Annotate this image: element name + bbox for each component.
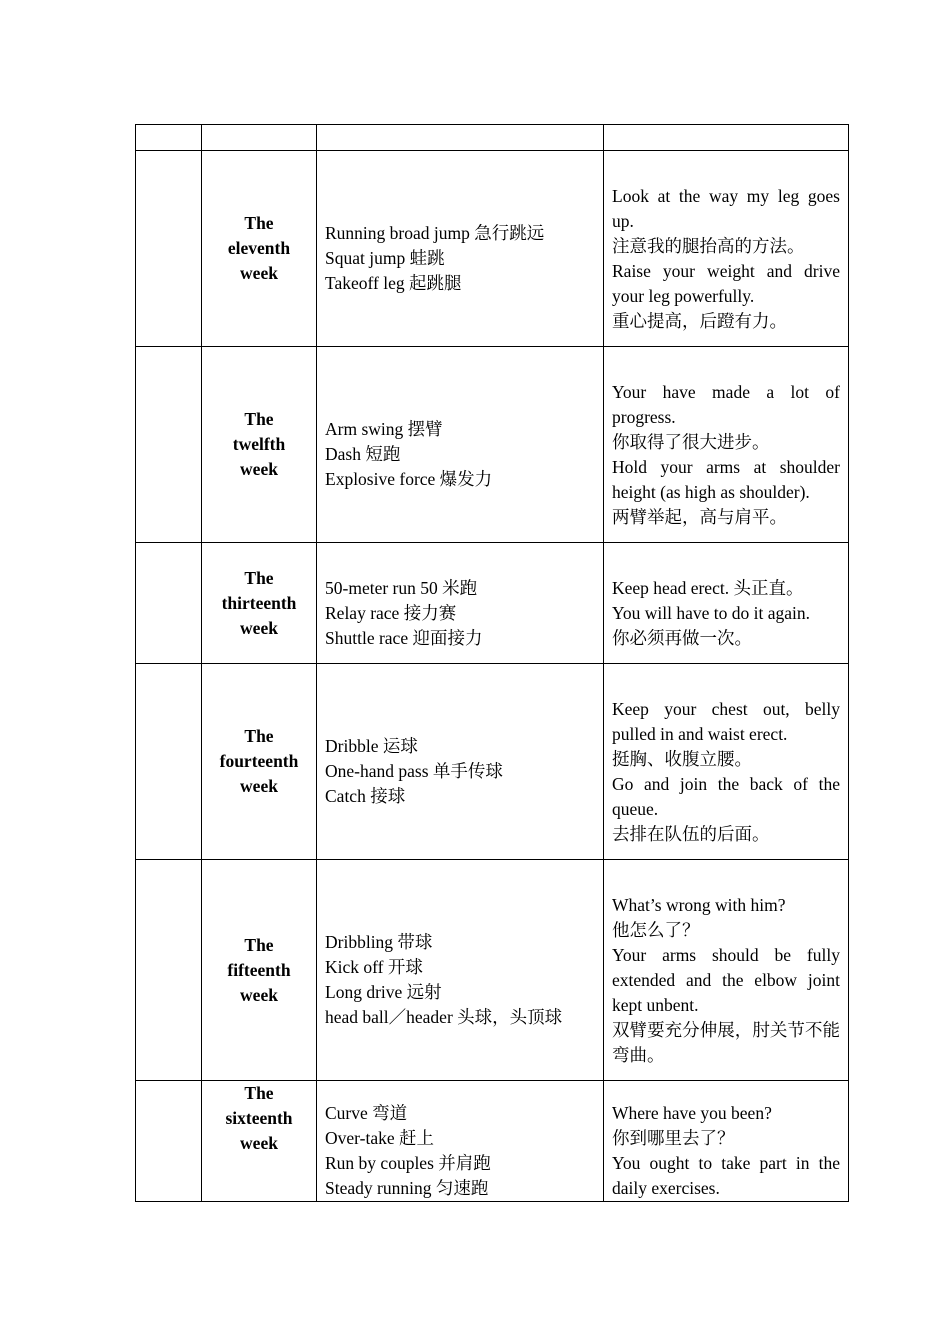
blank-cell — [136, 860, 202, 1081]
week-cell — [202, 543, 317, 664]
phrase-item: Look at the way my leg goes up. — [612, 185, 840, 231]
phrase-item: What’s wrong with him? — [612, 894, 786, 915]
vocabulary-item: Dash 短跑 — [325, 444, 401, 464]
vocabulary-item: Run by couples 并肩跑 — [325, 1153, 491, 1173]
week-label: week — [240, 1133, 278, 1153]
vocabulary-cell — [317, 664, 604, 860]
phrase-item: Hold your arms at shoulder height (as high as shoulder). — [612, 456, 840, 502]
vocabulary-item: Arm swing 摆臂 — [325, 419, 443, 439]
phrase-item: Keep your chest out, belly pulled in and waist erect. — [612, 698, 840, 744]
week-label: eleventh — [227, 238, 291, 258]
vocabulary-cell — [317, 151, 604, 347]
vocabulary-item: Dribble 运球 — [325, 736, 418, 756]
blank-cell — [136, 543, 202, 664]
phrase-item: 两臂举起，高与肩平。 — [612, 506, 787, 527]
week-cell — [202, 151, 317, 347]
week-cell — [202, 860, 317, 1081]
week-label: week — [240, 263, 278, 283]
blank-cell — [136, 151, 202, 347]
table-row — [136, 543, 849, 664]
week-cell — [202, 664, 317, 860]
week-label: The — [244, 567, 274, 588]
week-label: thirteenth — [221, 592, 297, 613]
phrase-item: Keep head erect. 头正直。 — [612, 577, 804, 598]
header-cell — [604, 125, 849, 151]
phrase-item: Your arms should be fully extended and the elbow joint kept unbent. — [612, 944, 840, 1015]
phrase-item: You ought to take part in the daily exercises. — [612, 1153, 840, 1198]
phrases-cell — [604, 860, 849, 1081]
vocabulary-cell — [317, 543, 604, 664]
phrase-item: Go and join the back of the queue. — [612, 773, 840, 819]
vocabulary-item: Curve 弯道 — [325, 1103, 408, 1123]
week-label: week — [240, 459, 278, 479]
phrase-item: 重心提高，后蹬有力。 — [612, 310, 787, 331]
vocabulary-item: Steady running 匀速跑 — [325, 1178, 489, 1198]
week-label: week — [240, 984, 278, 1005]
phrase-item: 你必须再做一次。 — [612, 627, 752, 648]
vocabulary-item: 50-meter run 50 米跑 — [325, 577, 478, 598]
phrases-cell — [604, 664, 849, 860]
phrase-item: 双臂要充分伸展，肘关节不能弯曲。 — [612, 1019, 840, 1065]
week-label: twelfth — [232, 434, 286, 454]
phrase-item: 挺胸、收腹立腰。 — [612, 748, 752, 769]
vocabulary-item: Catch 接球 — [325, 786, 406, 806]
vocabulary-item: Takeoff leg 起跳腿 — [325, 273, 462, 293]
header-cell — [317, 125, 604, 151]
header-cell — [136, 125, 202, 151]
week-label: The — [244, 409, 274, 429]
vocabulary-item: Long drive 远射 — [325, 982, 442, 1002]
header-cell — [202, 125, 317, 151]
week-label: The — [244, 1083, 274, 1103]
phrase-item: 你取得了很大进步。 — [612, 431, 770, 452]
vocabulary-item: Kick off 开球 — [325, 957, 423, 977]
vocabulary-item: Relay race 接力赛 — [325, 602, 457, 623]
phrase-item: Where have you been? — [612, 1103, 772, 1123]
lesson-plan-table — [135, 124, 849, 1202]
week-label: The — [244, 934, 274, 955]
phrases-cell — [604, 543, 849, 664]
week-cell — [202, 1081, 317, 1202]
table-row — [136, 151, 849, 347]
vocabulary-cell — [317, 860, 604, 1081]
table-row — [136, 664, 849, 860]
table-row — [136, 347, 849, 543]
header-row — [136, 125, 849, 151]
phrases-cell — [604, 151, 849, 347]
phrase-item: 去排在队伍的后面。 — [612, 823, 770, 844]
vocabulary-cell — [317, 347, 604, 543]
week-cell — [202, 347, 317, 543]
phrase-item: 你到哪里去了？ — [612, 1128, 735, 1148]
week-label: fifteenth — [227, 959, 291, 980]
table-row — [136, 1081, 849, 1202]
week-label: The — [244, 213, 274, 233]
week-label: week — [240, 776, 278, 796]
vocabulary-item: Running broad jump 急行跳远 — [325, 223, 545, 243]
vocabulary-item: Shuttle race 迎面接力 — [325, 627, 483, 648]
phrases-cell — [604, 1081, 849, 1202]
phrases-cell — [604, 347, 849, 543]
phrase-item: 注意我的腿抬高的方法。 — [612, 235, 805, 256]
week-label: fourteenth — [219, 751, 299, 771]
vocabulary-item: One-hand pass 单手传球 — [325, 761, 503, 781]
week-label: sixteenth — [225, 1108, 293, 1128]
vocabulary-item: Dribbling 带球 — [325, 932, 433, 952]
vocabulary-cell — [317, 1081, 604, 1202]
blank-cell — [136, 664, 202, 860]
vocabulary-item: head ball／header 头球，头顶球 — [325, 1007, 563, 1027]
week-label: week — [240, 617, 278, 638]
phrase-item: 他怎么了？ — [612, 919, 700, 940]
week-label: The — [244, 726, 274, 746]
phrase-item: Raise your weight and drive your leg powerfully. — [612, 260, 840, 306]
phrase-item: You will have to do it again. — [612, 602, 811, 623]
vocabulary-item: Over-take 赶上 — [325, 1128, 434, 1148]
vocabulary-item: Squat jump 蛙跳 — [325, 248, 445, 268]
blank-cell — [136, 347, 202, 543]
table-row — [136, 860, 849, 1081]
phrase-item: Your have made a lot of progress. — [612, 381, 840, 427]
blank-cell — [136, 1081, 202, 1202]
vocabulary-item: Explosive force 爆发力 — [325, 469, 493, 489]
